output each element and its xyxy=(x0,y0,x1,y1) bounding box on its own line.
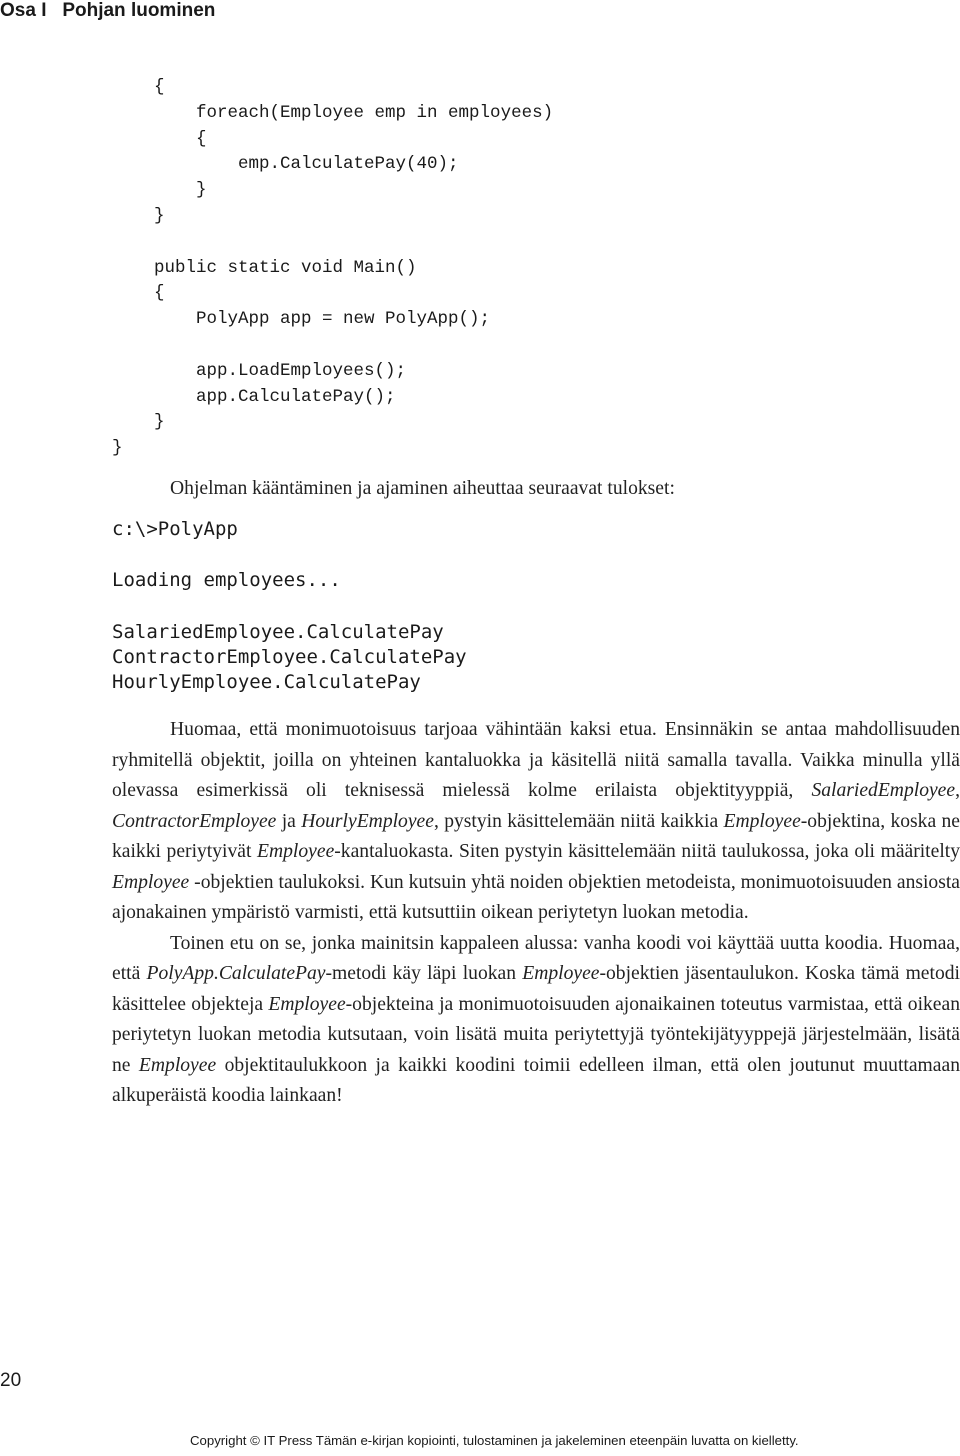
class-name: Employee xyxy=(723,810,801,832)
class-name: HourlyEmployee xyxy=(301,810,434,832)
console-prompt: c:\>PolyApp xyxy=(112,518,238,540)
body-text xyxy=(112,715,960,1112)
code-line: app.CalculatePay(); xyxy=(112,386,396,407)
class-name: Employee xyxy=(257,841,335,862)
code-line: } xyxy=(112,438,123,459)
intro-text: Ohjelman kääntäminen ja ajaminen aiheuttaa seuraavat tulokset: xyxy=(170,478,675,499)
text-run: -objektina, koska ne kaikki periytyivät xyxy=(112,810,960,862)
text-run: -kantaluokasta. Siten pystyin käsittelemään niitä taulukossa, joka oli määritelty xyxy=(334,841,960,862)
part-label: Osa I xyxy=(0,0,47,21)
code-line: } xyxy=(112,205,165,226)
class-name: SalariedEmployee xyxy=(811,780,956,801)
code-line: foreach(Employee emp in employees) xyxy=(112,102,554,123)
code-line: { xyxy=(112,77,165,97)
code-line: app.LoadEmployees(); xyxy=(112,360,407,381)
text-run: Huomaa, että monimuotoisuus tarjoaa vähintään kaksi etua. Ensinnäkin se antaa mahdollisuuden ryhmitellä objektit, joilla on yhteinen kantaluokka ja käsitellä niitä samalla tavalla. Vaikka minulla yllä olevassa esimerkissä oli teknisessä mielessä kolme erilaista objektityyppiä, xyxy=(112,719,960,801)
console-result-line: ContractorEmployee.CalculatePay xyxy=(112,646,467,668)
code-line: public static void Main() xyxy=(112,257,417,278)
copyright-footer: Copyright © IT Press Tämän e-kirjan kopiointi, tulostaminen ja jakeleminen eteenpäin luvatta on kielletty. xyxy=(190,1433,799,1448)
class-name: Employee xyxy=(522,963,600,984)
method-name: PolyApp.CalculatePay xyxy=(146,963,326,984)
code-line: PolyApp app = new PolyApp(); xyxy=(112,309,491,330)
code-line: { xyxy=(112,128,207,149)
class-name: Employee xyxy=(268,993,346,1015)
class-name: ContractorEmployee xyxy=(112,810,277,832)
text-run: ja xyxy=(276,810,302,832)
console-result-line: SalariedEmployee.CalculatePay xyxy=(112,621,444,643)
class-name: Employee xyxy=(112,871,190,893)
text-run: , pystyin käsittelemään niitä kaikkia xyxy=(433,810,724,832)
console-result-line: HourlyEmployee.CalculatePay xyxy=(112,671,421,693)
code-line: { xyxy=(112,283,165,304)
code-listing xyxy=(112,75,553,462)
text-run: -objektien jäsentaulukon. Koska tämä metodi käsittelee objekteja xyxy=(112,963,960,1015)
paragraph-1 xyxy=(112,715,960,929)
text-run: , xyxy=(955,780,960,801)
text-run: Toinen etu on se, jonka mainitsin kappaleen alussa: vanha koodi voi käyttää uutta koodia. Huomaa, että xyxy=(112,932,960,984)
paragraph-2 xyxy=(112,929,960,1112)
text-run: -objektien taulukoksi. Kun kutsuin yhtä noiden objektien metodeista, monimuotoisuuden ansiosta ajonakainen ympäristö varmisti, että kutsuttiin oikean periytetyn luokan metodia. xyxy=(112,871,960,923)
chapter-title: Pohjan luominen xyxy=(62,0,216,21)
text-run: -objekteina ja monimuotoisuuden ajonaikainen toteutus varmistaa, että oikean periytetyn luokan metodia kutsutaan, voin lisätä muita periytettyjä työntekijätyyppejä järjestelmään, lisätä ne xyxy=(112,993,960,1076)
text-run: -metodi käy läpi luokan xyxy=(325,963,523,984)
class-name: Employee xyxy=(138,1054,217,1076)
page-number: 20 xyxy=(0,1370,22,1391)
running-header xyxy=(0,0,215,22)
console-loading: Loading employees... xyxy=(112,569,341,591)
console-results xyxy=(112,620,467,695)
code-line: emp.CalculatePay(40); xyxy=(112,154,459,175)
code-line: } xyxy=(112,180,207,201)
text-run: objektitaulukkoon ja kaikki koodini toimii edelleen ilman, että olen joutunut muuttamaan alkuperäistä koodia lainkaan! xyxy=(112,1054,960,1106)
code-line: } xyxy=(112,412,165,433)
